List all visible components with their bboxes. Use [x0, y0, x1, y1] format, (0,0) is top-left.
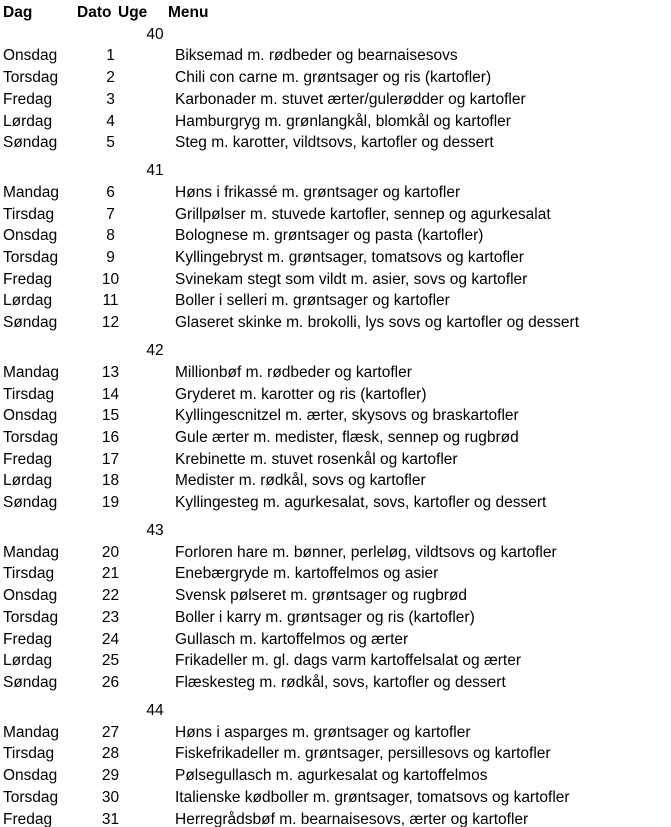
menu-text: Fiskefrikadeller m. grøntsager, persillesovs og kartofler [175, 745, 551, 763]
day-name: Mandag [3, 363, 60, 381]
menu-row [0, 111, 671, 133]
week-number: 41 [146, 162, 164, 180]
date-number: 1 [106, 47, 115, 65]
day-name: Onsdag [3, 587, 58, 605]
day-name: Mandag [3, 723, 60, 741]
day-name: Onsdag [3, 767, 58, 785]
menu-row [0, 225, 671, 247]
date-number: 10 [101, 270, 120, 288]
day-name: Søndag [3, 494, 58, 512]
date-number: 30 [101, 788, 120, 806]
day-name: Lørdag [3, 292, 53, 310]
menu-text: Boller i selleri m. grøntsager og kartofler [175, 292, 450, 310]
menu-row [0, 132, 671, 154]
date-number: 23 [101, 608, 120, 626]
day-name: Fredag [3, 450, 53, 468]
menu-text: Kyllingesteg m. agurkesalat, sovs, kartofler og dessert [175, 494, 547, 512]
date-number: 7 [106, 205, 115, 223]
menu-row [0, 89, 671, 111]
date-number: 3 [106, 90, 115, 108]
menu-text: Flæskesteg m. rødkål, sovs, kartofler og dessert [175, 673, 506, 691]
date-number: 19 [101, 494, 120, 512]
day-name: Torsdag [3, 428, 59, 446]
menu-row [0, 45, 671, 67]
menu-row [0, 67, 671, 89]
menu-row [0, 427, 671, 449]
column-header-menu: Menu [168, 4, 209, 21]
menu-text: Frikadeller m. gl. dags varm kartoffelsalat og ærter [175, 652, 522, 670]
menu-row [0, 204, 671, 226]
day-name: Onsdag [3, 47, 58, 65]
menu-row [0, 787, 671, 809]
day-name: Torsdag [3, 608, 59, 626]
column-header-dag: Dag [3, 4, 33, 21]
date-number: 17 [101, 450, 120, 468]
date-number: 8 [106, 227, 115, 245]
column-header-uge: Uge [118, 4, 148, 21]
week-block [0, 700, 671, 827]
menu-text: Forloren hare m. bønner, perleløg, vildtsovs og kartofler [175, 543, 557, 561]
week-block [0, 160, 671, 334]
day-name: Tirsdag [3, 385, 55, 403]
date-number: 25 [101, 652, 120, 670]
day-name: Fredag [3, 810, 53, 827]
week-number: 40 [146, 25, 164, 43]
menu-text: Kyllingescnitzel m. ærter, skysovs og braskartofler [175, 407, 519, 425]
day-name: Lørdag [3, 112, 53, 130]
menu-text: Herregrådsbøf m. bearnaisesovs, ærter og kartofler [175, 810, 529, 827]
date-number: 14 [101, 385, 120, 403]
menu-text: Grillpølser m. stuvede kartofler, sennep og agurkesalat [175, 205, 551, 223]
menu-row [0, 650, 671, 672]
date-number: 6 [106, 183, 115, 201]
menu-text: Gule ærter m. medister, flæsk, sennep og rugbrød [175, 428, 519, 446]
menu-row [0, 743, 671, 765]
day-name: Tirsdag [3, 745, 55, 763]
week-number-row [0, 24, 671, 46]
menu-row [0, 607, 671, 629]
menu-row [0, 312, 671, 334]
week-rows [0, 722, 671, 827]
day-name: Søndag [3, 134, 58, 152]
menu-text: Italienske kødboller m. grøntsager, tomatsovs og kartofler [175, 788, 570, 806]
day-name: Fredag [3, 270, 53, 288]
week-rows [0, 45, 671, 154]
date-number: 28 [101, 745, 120, 763]
day-name: Tirsdag [3, 205, 55, 223]
week-number-row [0, 160, 671, 182]
week-number: 42 [146, 342, 164, 360]
date-number: 9 [106, 249, 115, 267]
date-number: 24 [101, 630, 120, 648]
menu-row [0, 563, 671, 585]
week-number-row [0, 520, 671, 542]
menu-text: Chili con carne m. grøntsager og ris (kartofler) [175, 69, 492, 87]
week-rows [0, 362, 671, 514]
menu-row [0, 585, 671, 607]
week-number: 43 [146, 522, 164, 540]
menu-text: Steg m. karotter, vildtsovs, kartofler og dessert [175, 134, 494, 152]
menu-text: Glaseret skinke m. brokolli, lys sovs og kartofler og dessert [175, 314, 580, 332]
menu-text: Millionbøf m. rødbeder og kartofler [175, 363, 412, 381]
column-header-dato: Dato [77, 4, 112, 21]
week-rows [0, 182, 671, 334]
day-name: Fredag [3, 90, 53, 108]
day-name: Torsdag [3, 249, 59, 267]
day-name: Mandag [3, 183, 60, 201]
date-number: 4 [106, 112, 115, 130]
menu-row [0, 362, 671, 384]
date-number: 26 [101, 673, 120, 691]
menu-text: Krebinette m. stuvet rosenkål og kartofler [175, 450, 458, 468]
day-name: Tirsdag [3, 565, 55, 583]
day-name: Mandag [3, 543, 60, 561]
date-number: 2 [106, 69, 115, 87]
week-number: 44 [146, 701, 164, 719]
menu-text: Boller i karry m. grøntsager og ris (kartofler) [175, 608, 475, 626]
menu-row [0, 384, 671, 406]
day-name: Torsdag [3, 788, 59, 806]
date-number: 16 [101, 428, 120, 446]
menu-text: Gullasch m. kartoffelmos og ærter [175, 630, 409, 648]
menu-row [0, 492, 671, 514]
week-number-row [0, 340, 671, 362]
table-header-row [0, 2, 671, 24]
date-number: 15 [101, 407, 120, 425]
menu-text: Høns i frikassé m. grøntsager og kartofler [175, 183, 461, 201]
weeks-container [0, 24, 671, 827]
menu-row [0, 722, 671, 744]
week-block [0, 340, 671, 514]
menu-row [0, 672, 671, 694]
day-name: Søndag [3, 314, 58, 332]
menu-row [0, 449, 671, 471]
menu-row [0, 269, 671, 291]
week-block [0, 520, 671, 694]
menu-text: Gryderet m. karotter og ris (kartofler) [175, 385, 427, 403]
day-name: Torsdag [3, 69, 59, 87]
week-block [0, 24, 671, 154]
menu-row [0, 542, 671, 564]
day-name: Onsdag [3, 227, 58, 245]
menu-text: Biksemad m. rødbeder og bearnaisesovs [175, 47, 458, 65]
date-number: 21 [101, 565, 120, 583]
menu-text: Karbonader m. stuvet ærter/gulerødder og kartofler [175, 90, 526, 108]
date-number: 18 [101, 472, 120, 490]
date-number: 22 [101, 587, 120, 605]
menu-text: Kyllingebryst m. grøntsager, tomatsovs og kartofler [175, 249, 524, 267]
week-rows [0, 542, 671, 694]
day-name: Onsdag [3, 407, 58, 425]
menu-row [0, 765, 671, 787]
day-name: Søndag [3, 673, 58, 691]
menu-row [0, 247, 671, 269]
menu-text: Hamburgryg m. grønlangkål, blomkål og kartofler [175, 112, 511, 130]
menu-text: Pølsegullasch m. agurkesalat og kartoffelmos [175, 767, 488, 785]
menu-row [0, 290, 671, 312]
menu-row [0, 470, 671, 492]
day-name: Fredag [3, 630, 53, 648]
menu-text: Svensk pølseret m. grøntsager og rugbrød [175, 587, 468, 605]
week-number-row [0, 700, 671, 722]
menu-row [0, 405, 671, 427]
menu-text: Enebærgryde m. kartoffelmos og asier [175, 565, 439, 583]
menu-text: Svinekam stegt som vildt m. asier, sovs og kartofler [175, 270, 528, 288]
date-number: 11 [102, 292, 119, 310]
menu-text: Medister m. rødkål, sovs og kartofler [175, 472, 426, 490]
date-number: 31 [101, 810, 120, 827]
date-number: 20 [101, 543, 120, 561]
menu-row [0, 809, 671, 827]
date-number: 27 [101, 723, 120, 741]
date-number: 5 [106, 134, 115, 152]
date-number: 13 [101, 363, 120, 381]
menu-text: Høns i asparges m. grøntsager og kartofler [175, 723, 471, 741]
menu-text: Bolognese m. grøntsager og pasta (kartofler) [175, 227, 484, 245]
date-number: 12 [101, 314, 120, 332]
date-number: 29 [101, 767, 120, 785]
day-name: Lørdag [3, 472, 53, 490]
day-name: Lørdag [3, 652, 53, 670]
menu-row [0, 182, 671, 204]
menu-row [0, 629, 671, 651]
